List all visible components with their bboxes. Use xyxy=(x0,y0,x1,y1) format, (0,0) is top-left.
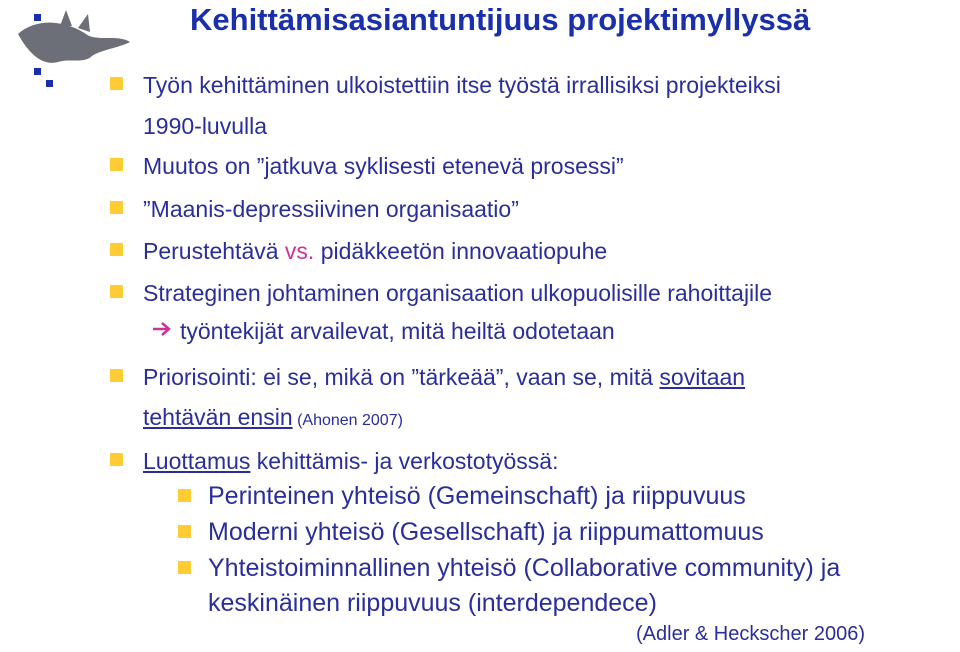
bullet-text: Työn kehittäminen ulkoistettiin itse työstä irrallisiksi projekteiksi xyxy=(143,72,781,98)
slide-title: Kehittämisasiantuntijuus projektimyllyssä xyxy=(190,2,811,37)
bullet-square xyxy=(110,285,123,298)
underlined-text: tehtävän ensin xyxy=(143,404,293,430)
subbullet-text: Yhteistoiminnallinen yhteisö (Collaborative community) ja xyxy=(208,554,841,582)
bullet-text-part: Perustehtävä xyxy=(143,238,285,264)
bullet-text: Strateginen johtaminen organisaation ulkopuolisille rahoittajile xyxy=(143,280,773,306)
bullet-text-part: Priorisointi: ei se, mikä on ”tärkeää”, vaan se, mitä xyxy=(143,364,660,390)
bullet-text-part: pidäkkeetön innovaatiopuhe xyxy=(314,238,608,264)
underlined-text: Luottamus xyxy=(143,448,251,474)
citation: (Adler & Heckscher 2006) xyxy=(636,623,865,645)
bullet-square xyxy=(110,201,123,214)
bullet-square xyxy=(110,158,123,171)
subbullet-text: Perinteinen yhteisö (Gemeinschaft) ja riippuvuus xyxy=(208,482,746,510)
bullet-text xyxy=(143,448,558,475)
subbullet-text: keskinäinen riippuvuus (interdependece) xyxy=(208,589,657,617)
underlined-text: sovitaan xyxy=(659,364,746,390)
subbullet-square xyxy=(178,561,191,574)
bullet-text xyxy=(143,238,607,265)
bullet-text: 1990-luvulla xyxy=(143,113,268,139)
bullet-square xyxy=(110,77,123,90)
university-logo-icon xyxy=(8,4,148,94)
arrow-right-icon xyxy=(152,321,172,337)
bullet-text-part: kehittämis- ja verkostotyössä: xyxy=(250,448,559,474)
subbullet-square xyxy=(178,525,191,538)
bullet-square xyxy=(110,369,123,382)
subbullet-text: Moderni yhteisö (Gesellschaft) ja riippumattomuus xyxy=(208,518,764,546)
bullet-text xyxy=(143,404,403,431)
bullet-square xyxy=(110,453,123,466)
bullet-square xyxy=(110,243,123,256)
vs-highlight: vs. xyxy=(284,238,315,264)
subbullet-square xyxy=(178,489,191,502)
inline-citation: (Ahonen 2007) xyxy=(292,412,403,429)
bullet-text: ”Maanis-depressiivinen organisaatio” xyxy=(143,196,519,222)
bullet-text xyxy=(143,364,745,391)
bullet-text: Muutos on ”jatkuva syklisesti etenevä prosessi” xyxy=(143,153,624,179)
arrow-item-text: työntekijät arvailevat, mitä heiltä odotetaan xyxy=(180,318,615,344)
